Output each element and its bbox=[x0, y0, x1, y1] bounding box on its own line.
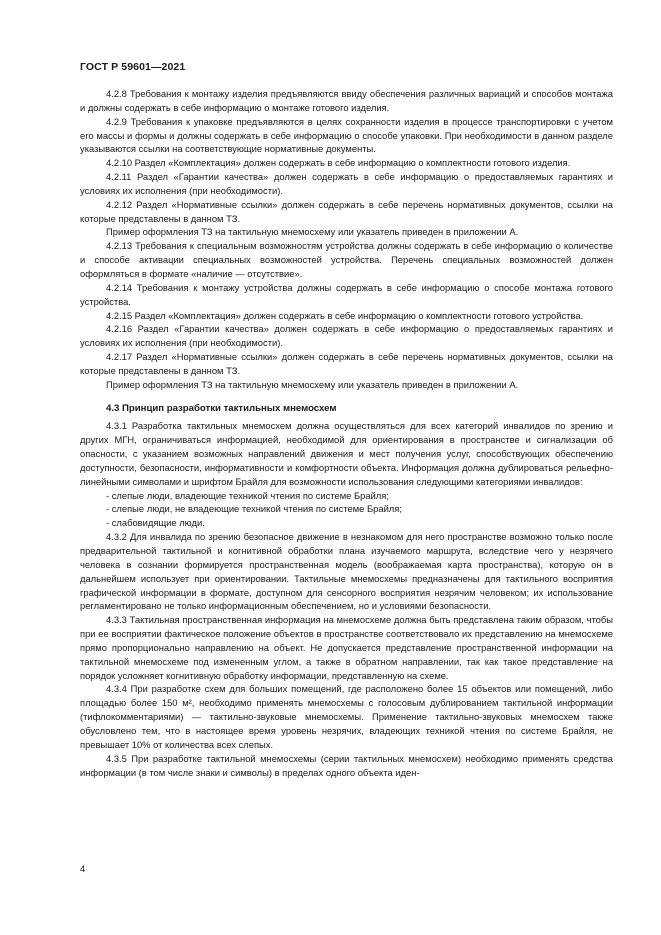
paragraph-4-3-3: 4.3.3 Тактильная пространственная информация на мнемосхеме должна быть представлена таким образом, чтобы при ее восприятии фактическое положение объектов в пространстве соответствовало их представлению на мнемосхеме прямо пропорционально направлению на объект. Не допускается представление пространственной информации на тактильной мнемосхеме под измененным углом, а также в обратном направлении, так как такое представление на порядок усложняет когнитивную обработку информации, представленную на схеме. bbox=[80, 614, 613, 681]
standard-header: ГОСТ Р 59601—2021 bbox=[80, 61, 186, 73]
paragraph-4-3-5: 4.3.5 При разработке тактильной мнемосхемы (серии тактильных мнемосхем) необходимо применять средства информации (в том числе знаки и символы) в пределах одного объекта иден- bbox=[80, 752, 613, 778]
paragraph-4-2-14: 4.2.14 Требования к монтажу устройства должны содержать в себе информацию о способе монтажа готового устройства. bbox=[80, 281, 613, 307]
paragraph-4-2-10: 4.2.10 Раздел «Комплектация» должен содержать в себе информацию о комплектности готового изделия. bbox=[106, 157, 571, 169]
paragraph-4-2-16: 4.2.16 Раздел «Гарантии качества» должен содержать в себе информацию о предоставляемых гарантиях и условиях их исполнения (при необходимости). bbox=[80, 323, 613, 349]
paragraph-4-2-13: 4.2.13 Требования к специальным возможностям устройства должны содержать в себе информацию о количестве и способе активации специальных возможностей устройства. Перечень специальных возможностей должен оформляться в формате «наличие — отсутствие». bbox=[80, 240, 613, 279]
document-body bbox=[80, 87, 613, 779]
paragraph-4-2-11: 4.2.11 Раздел «Гарантии качества» должен содержать в себе информацию о предоставляемых гарантиях и условиях их исполнения (при необходимости). bbox=[80, 171, 613, 196]
paragraph-4-3-4: 4.3.4 При разработке схем для больших помещений, где расположено более 15 объектов или помещений, либо площадью более 150 м², необходимо применять мнемосхемы с голосовым дублированием тактильной информации (тифлокомментариями) — тактильно-звуковые мнемосхемы. Применение тактильно-звуковых мнемосхем также обусловлено тем, что в настоящее время уровень незрячих, владеющих техникой чтения по системе Брайля, не превышает 10% от количества всех слепых. bbox=[80, 683, 613, 750]
paragraph-example-2: Пример оформления ТЗ на тактильную мнемосхему или указатель приведен в приложении А. bbox=[106, 378, 519, 390]
list-item: - слепые люди, владеющие техникой чтения по системе Брайля; bbox=[106, 489, 389, 501]
paragraph-4-2-12: 4.2.12 Раздел «Нормативные ссылки» должен содержать в себе перечень нормативных документов, ссылки на которые представлены в данном ТЗ. bbox=[80, 198, 613, 224]
paragraph-4-3-2: 4.3.2 Для инвалида по зрению безопасное движение в незнакомом для него пространстве возможно только после предварительной тактильной и когнитивной обработки плана изучаемого маршрута, вследствие чего у незрячего человека в сознании формируется пространственная модель (воображаемая карта пространства), которую он в дальнейшем использует при ориентировании. Тактильные мнемосхемы предназначены для тактильного восприятия графической информации в формате, доступном для сенсорного восприятия незрячим человеком; их использование регламентировано не только информационным обеспечением, но и условиями безопасности. bbox=[80, 531, 613, 612]
section-heading: 4.3 Принцип разработки тактильных мнемосхем bbox=[106, 402, 337, 414]
list-item: - слабовидящие люди. bbox=[106, 517, 205, 529]
spacer bbox=[80, 392, 613, 398]
paragraph-4-2-9: 4.2.9 Требования к упаковке предъявляются в целях сохранности изделия в процессе транспортировки с учетом его массы и формы и должны содержать в себе информацию о способе упаковки. При необходимости в данном разделе указываются ссылки на соответствующие нормативные документы. bbox=[80, 115, 613, 155]
paragraph-example-1: Пример оформления ТЗ на тактильную мнемосхему или указатель приведен в приложении А. bbox=[106, 226, 519, 238]
page-number: 4 bbox=[80, 863, 86, 874]
list-item: - слепые люди, не владеющие техникой чтения по системе Брайля; bbox=[106, 503, 402, 515]
paragraph-4-2-15: 4.2.15 Раздел «Комплектация» должен содержать в себе информацию о комплектности готового устройства. bbox=[106, 309, 584, 321]
paragraph-4-2-17: 4.2.17 Раздел «Нормативные ссылки» должен содержать в себе перечень нормативных документов, ссылки на которые представлены в данном ТЗ. bbox=[80, 351, 613, 376]
paragraph-4-3-1: 4.3.1 Разработка тактильных мнемосхем должна осуществляться для всех категорий инвалидов по зрению и других МГН, ограничиваться информацией, необходимой для ориентирования в пространстве и сигнализации об опасности, с указанием возможных направлений движения и мест получения услуг, способствующих обеспечению доступности, безопасности, информативности и комфортности объекта. Информация должна дублироваться рельефно-линейными символами и шрифтом Брайля для возможности использования следующими категориями инвалидов: bbox=[80, 420, 613, 487]
paragraph-4-2-8: 4.2.8 Требования к монтажу изделия предъявляются ввиду обеспечения различных вариаций и способов монтажа и должны содержать в себе информацию о монтаже готового изделия. bbox=[80, 88, 613, 113]
